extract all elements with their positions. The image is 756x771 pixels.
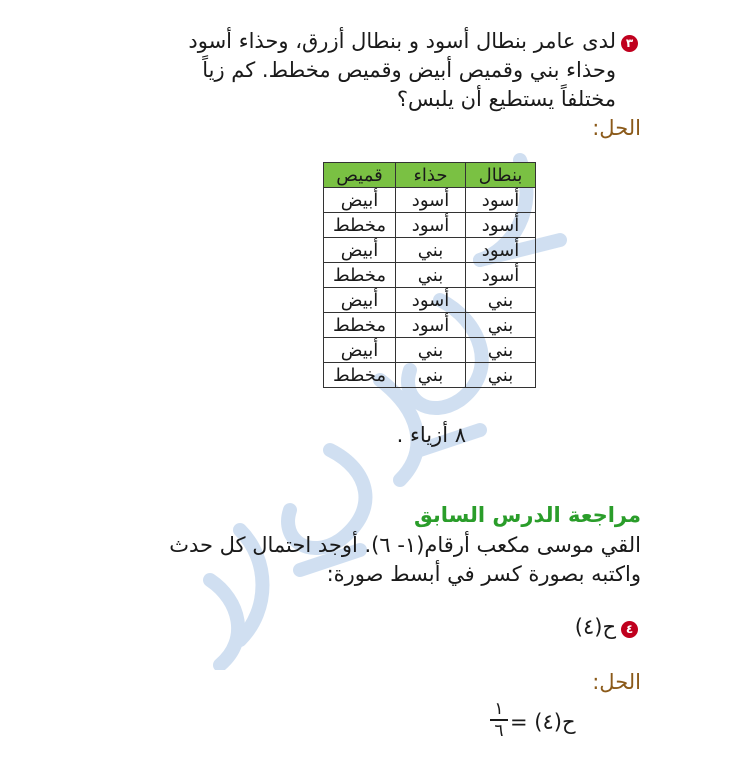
table-cell: مخطط bbox=[324, 313, 396, 338]
question-line-1: لدى عامر بنطال أسود و بنطال أزرق، وحذاء أسود bbox=[188, 29, 616, 53]
table-cell: أسود bbox=[396, 288, 466, 313]
table-row bbox=[324, 313, 536, 338]
table-cell: بني bbox=[396, 338, 466, 363]
question-number-badge: ٣ bbox=[621, 35, 638, 52]
table-cell: أسود bbox=[396, 313, 466, 338]
table-cell: أسود bbox=[466, 263, 536, 288]
table-row bbox=[324, 338, 536, 363]
table-cell: بني bbox=[466, 288, 536, 313]
header-shoes: حذاء bbox=[396, 163, 466, 188]
outfits-table bbox=[323, 162, 536, 388]
review-line-2: واكتبه بصورة كسر في أبسط صورة: bbox=[326, 562, 641, 586]
table-cell: أبيض bbox=[324, 188, 396, 213]
table-cell: أسود bbox=[396, 213, 466, 238]
table-cell: بني bbox=[396, 363, 466, 388]
question-line-2: وحذاء بني وقميص أبيض وقميص مخطط. كم زياً bbox=[202, 58, 616, 82]
table-row bbox=[324, 263, 536, 288]
table-cell: أسود bbox=[396, 188, 466, 213]
table-cell: أبيض bbox=[324, 238, 396, 263]
table-cell: أبيض bbox=[324, 338, 396, 363]
table-cell: بني bbox=[466, 313, 536, 338]
table-header-row bbox=[324, 163, 536, 188]
question-line-3: مختلفاً يستطيع أن يلبس؟ bbox=[396, 87, 616, 111]
table-cell: مخطط bbox=[324, 263, 396, 288]
fraction-denominator: ٦ bbox=[494, 721, 504, 741]
table-cell: بني bbox=[466, 363, 536, 388]
table-cell: أسود bbox=[466, 238, 536, 263]
fraction bbox=[490, 700, 508, 740]
question4-solution-label: الحل: bbox=[592, 670, 641, 694]
table-row bbox=[324, 363, 536, 388]
review-title: مراجعة الدرس السابق bbox=[413, 503, 641, 527]
table-row bbox=[324, 238, 536, 263]
solution-label: الحل: bbox=[592, 116, 641, 140]
table-cell: أسود bbox=[466, 213, 536, 238]
header-shirt: قميص bbox=[324, 163, 396, 188]
table-cell: مخطط bbox=[324, 213, 396, 238]
table-row bbox=[324, 188, 536, 213]
table-cell: أبيض bbox=[324, 288, 396, 313]
table-cell: بني bbox=[396, 263, 466, 288]
table-cell: بني bbox=[466, 338, 536, 363]
table-row bbox=[324, 288, 536, 313]
review-line-1: القي موسى مكعب أرقام(١- ٦). أوجد احتمال كل حدث bbox=[169, 533, 641, 557]
table-cell: أسود bbox=[466, 188, 536, 213]
table-row bbox=[324, 213, 536, 238]
table-cell: بني bbox=[396, 238, 466, 263]
fraction-numerator: ١ bbox=[494, 699, 504, 719]
header-pants: بنطال bbox=[466, 163, 536, 188]
question4-number-badge: ٤ bbox=[621, 621, 638, 638]
answer-text: ٨ أزياء . bbox=[396, 423, 466, 447]
equation-lhs: ح(٤) = bbox=[510, 710, 576, 734]
question4-text: ح(٤) bbox=[574, 615, 616, 639]
table-cell: مخطط bbox=[324, 363, 396, 388]
